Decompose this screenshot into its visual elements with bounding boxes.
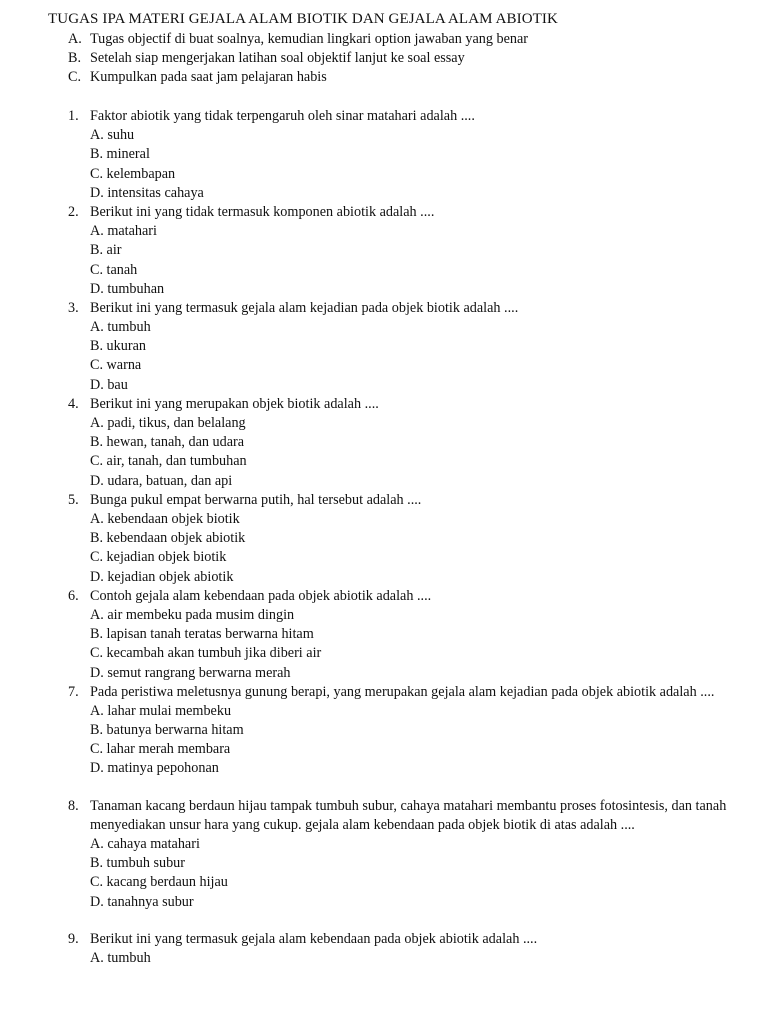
question-1 [68,107,748,203]
instruction-item [68,30,748,49]
answer-option[interactable]: C. kecambah akan tumbuh jika diberi air [90,645,322,662]
question-number: 4. [68,395,79,412]
answer-option[interactable]: A. lahar mulai membeku [90,702,232,719]
question-6 [68,587,748,683]
answer-options [68,126,748,203]
question-text: Berikut ini yang tidak termasuk komponen abiotik adalah .... [90,203,435,220]
instruction-letter: A. [68,31,82,47]
answer-option[interactable]: C. lahar merah membara [90,741,231,758]
answer-option[interactable]: D. udara, batuan, dan api [90,472,233,489]
answer-options [68,510,748,587]
answer-option[interactable]: C. kacang berdaun hijau [90,874,228,891]
answer-option[interactable]: A. kebendaan objek biotik [90,511,240,528]
instruction-text: Tugas objectif di buat soalnya, kemudian lingkari option jawaban yang benar [90,31,529,47]
question-text: Berikut ini yang termasuk gejala alam kebendaan pada objek abiotik adalah .... [90,930,538,947]
instruction-item [68,68,748,87]
question-number: 8. [68,797,79,814]
answer-option[interactable]: C. warna [90,357,142,374]
answer-option[interactable]: B. ukuran [90,338,146,355]
answer-option[interactable]: D. tanahnya subur [90,893,194,910]
question-text: Pada peristiwa meletusnya gunung berapi, yang merupakan gejala alam kejadian pada objek abiotik adalah .... [90,683,715,700]
document-title: TUGAS IPA MATERI GEJALA ALAM BIOTIK DAN GEJALA ALAM ABIOTIK [48,11,558,27]
question-2 [68,203,748,299]
question-8 [68,797,748,912]
answer-options [68,949,748,968]
answer-option[interactable]: B. mineral [90,146,150,163]
question-text: Bunga pukul empat berwarna putih, hal tersebut adalah .... [90,491,422,508]
questions-list [68,107,748,968]
answer-option[interactable]: A. matahari [90,223,157,240]
spacer [68,779,748,797]
answer-option[interactable]: D. semut rangrang berwarna merah [90,664,291,681]
question-3 [68,299,748,395]
question-number: 1. [68,108,79,124]
instructions-list [68,30,748,87]
answer-options [68,222,748,299]
answer-option[interactable]: D. kejadian objek abiotik [90,568,234,585]
question-number: 7. [68,683,79,700]
answer-option[interactable]: B. kebendaan objek abiotik [90,530,246,547]
answer-options [68,318,748,395]
question-text: Berikut ini yang merupakan objek biotik adalah .... [90,395,379,412]
answer-options [68,835,748,912]
question-number: 3. [68,299,79,316]
question-text: Contoh gejala alam kebendaan pada objek abiotik adalah .... [90,587,432,604]
question-9 [68,930,748,968]
answer-option[interactable]: B. tumbuh subur [90,855,185,872]
answer-option[interactable]: A. tumbuh [90,950,151,967]
question-text: Berikut ini yang termasuk gejala alam kejadian pada objek biotik adalah .... [90,299,519,316]
answer-option[interactable]: C. kejadian objek biotik [90,549,227,566]
answer-option[interactable]: A. suhu [90,127,135,144]
question-number: 2. [68,203,79,220]
answer-option[interactable]: D. tumbuhan [90,280,165,297]
answer-option[interactable]: C. air, tanah, dan tumbuhan [90,453,247,470]
question-number: 9. [68,930,79,947]
answer-option[interactable]: A. tumbuh [90,319,151,336]
answer-option[interactable]: B. air [90,242,122,259]
answer-option[interactable]: D. intensitas cahaya [90,184,204,201]
instruction-item [68,49,748,68]
question-text: Faktor abiotik yang tidak terpengaruh oleh sinar matahari adalah .... [90,108,475,124]
question-5 [68,491,748,587]
question-text: Tanaman kacang berdaun hijau tampak tumbuh subur, cahaya matahari membantu proses fotosintesis, dan tanah menyediakan unsur hara yang cukup. gejala alam kebendaan pada objek biotik di atas adalah .... [90,797,727,833]
instruction-text: Kumpulkan pada saat jam pelajaran habis [90,69,327,85]
answer-option[interactable]: A. cahaya matahari [90,836,200,853]
answer-option[interactable]: C. tanah [90,261,138,278]
answer-option[interactable]: C. kelembapan [90,165,176,182]
instruction-letter: C. [68,69,82,85]
answer-option[interactable]: D. bau [90,376,128,393]
answer-option[interactable]: B. lapisan tanah teratas berwarna hitam [90,626,314,643]
question-number: 6. [68,587,79,604]
answer-option[interactable]: B. hewan, tanah, dan udara [90,434,245,451]
answer-option[interactable]: B. batunya berwarna hitam [90,722,244,739]
answer-option[interactable]: A. padi, tikus, dan belalang [90,415,246,432]
answer-option[interactable]: A. air membeku pada musim dingin [90,606,295,623]
answer-options [68,702,748,779]
question-number: 5. [68,491,79,508]
question-7 [68,683,748,779]
spacer [68,912,748,930]
answer-options [68,414,748,491]
answer-options [68,606,748,683]
instruction-letter: B. [68,50,82,66]
answer-option[interactable]: D. matinya pepohonan [90,760,219,777]
instruction-text: Setelah siap mengerjakan latihan soal objektif lanjut ke soal essay [90,50,465,66]
question-4 [68,395,748,491]
